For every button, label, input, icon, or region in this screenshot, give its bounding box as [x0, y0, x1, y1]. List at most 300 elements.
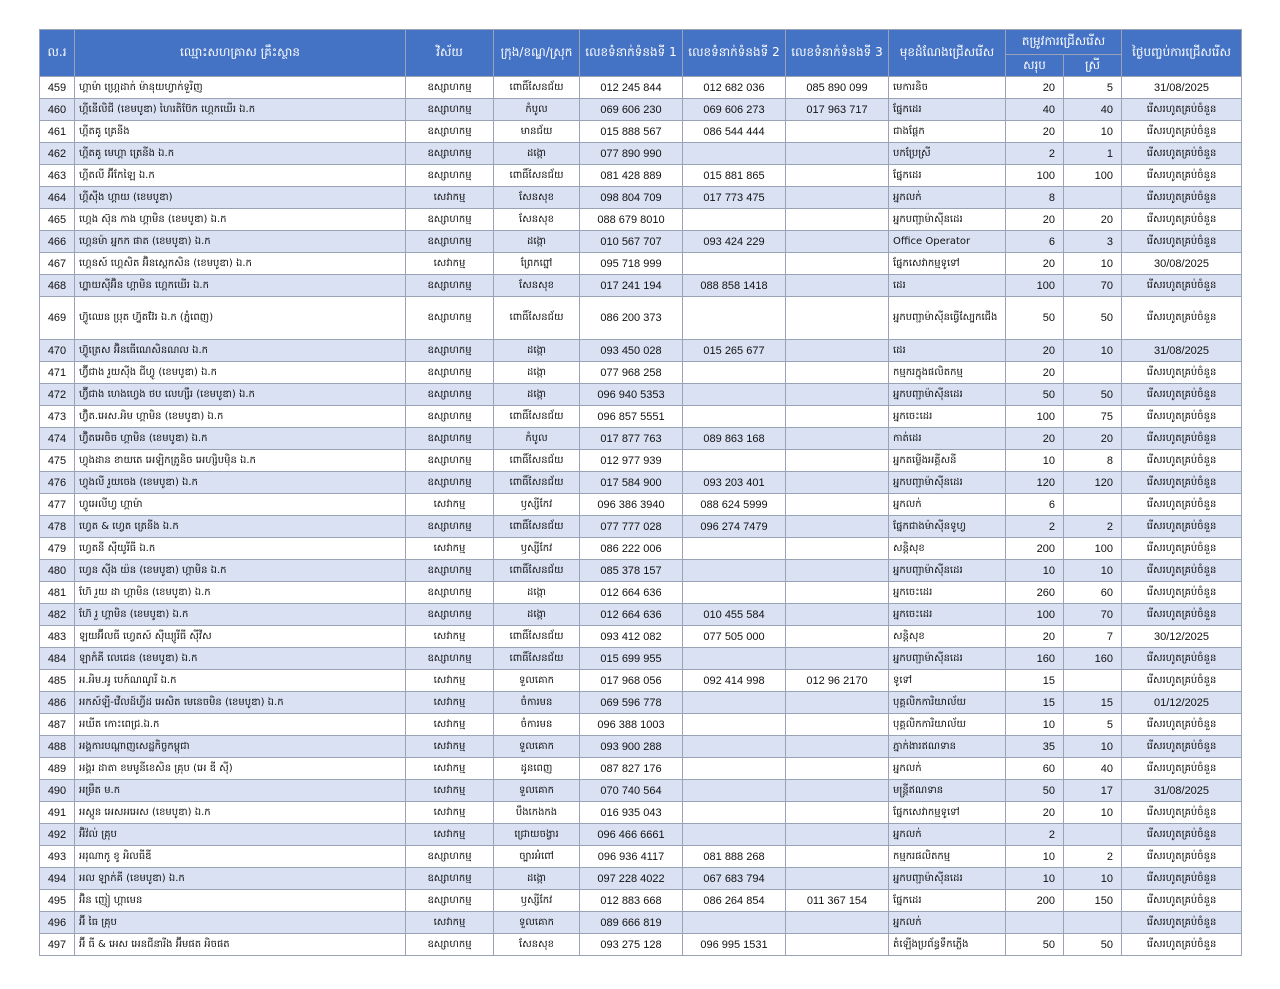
female-count-cell: 10	[1064, 736, 1122, 758]
sector-cell: សេវាកម្ម	[406, 670, 494, 692]
header-phone-1: លេខទំនាក់ទំនងទី 1	[580, 30, 683, 77]
female-count-cell: 120	[1064, 472, 1122, 494]
deadline-cell: រើសរហូតគ្រប់ចំនួន	[1122, 428, 1242, 450]
phone-2-cell: 067 683 794	[683, 868, 786, 890]
deadline-cell: រើសរហូតគ្រប់ចំនួន	[1122, 231, 1242, 253]
phone-1-cell: 097 228 4022	[580, 868, 683, 890]
total-count-cell: 2	[1006, 516, 1064, 538]
position-cell: កម្មករក្នុងផលិតកម្ម	[889, 362, 1006, 384]
table-row	[40, 384, 1242, 406]
enterprise-name-cell: ហ៊្វូត្រេស អ៊ិនធើណេសិនណល ឯ.ក	[75, 340, 406, 362]
female-count-cell	[1064, 494, 1122, 516]
sector-cell: ឧស្សាហកម្ម	[406, 516, 494, 538]
phone-1-cell: 017 241 194	[580, 275, 683, 297]
total-count-cell: 6	[1006, 494, 1064, 516]
enterprise-name-cell: ហ្គីតគូ គ្រេនីង	[75, 121, 406, 143]
phone-2-cell: 086 264 854	[683, 890, 786, 912]
district-cell: ទួលគោក	[494, 780, 580, 802]
row-number-cell: 494	[40, 868, 75, 890]
district-cell: ទួលគោក	[494, 736, 580, 758]
district-cell: ពោធិ៍សែនជ័យ	[494, 77, 580, 99]
position-cell: កម្មករផលិតកម្ម	[889, 846, 1006, 868]
district-cell: ទួលគោក	[494, 912, 580, 934]
sector-cell: សេវាកម្ម	[406, 780, 494, 802]
phone-2-cell	[683, 824, 786, 846]
phone-3-cell: 011 367 154	[786, 890, 889, 912]
enterprise-name-cell: ហ្វេតនី ស៊ីយូរីធី ឯ.ក	[75, 538, 406, 560]
phone-2-cell: 010 455 584	[683, 604, 786, 626]
sector-cell: សេវាកម្ម	[406, 692, 494, 714]
phone-1-cell: 016 935 043	[580, 802, 683, 824]
enterprise-name-cell: អ.អិម.អូ បេក៍ណណូរី ឯ.ក	[75, 670, 406, 692]
position-cell: ដេរ	[889, 340, 1006, 362]
phone-1-cell: 093 412 082	[580, 626, 683, 648]
enterprise-name-cell: ហ្វ៊ីជាង ហេងហ្វេង ថប លេហ្សឺរ (ខេមបូឌា) ឯ.ក	[75, 384, 406, 406]
phone-1-cell: 081 428 889	[580, 165, 683, 187]
phone-3-cell	[786, 253, 889, 275]
female-count-cell: 100	[1064, 538, 1122, 560]
phone-3-cell	[786, 231, 889, 253]
total-count-cell: 40	[1006, 99, 1064, 121]
phone-3-cell	[786, 802, 889, 824]
row-number-cell: 491	[40, 802, 75, 824]
phone-2-cell: 086 544 444	[683, 121, 786, 143]
table-row	[40, 626, 1242, 648]
sector-cell: ឧស្សាហកម្ម	[406, 582, 494, 604]
row-number-cell: 466	[40, 231, 75, 253]
table-row	[40, 670, 1242, 692]
phone-3-cell	[786, 428, 889, 450]
phone-2-cell: 092 414 998	[683, 670, 786, 692]
total-count-cell: 60	[1006, 758, 1064, 780]
total-count-cell	[1006, 912, 1064, 934]
phone-2-cell: 015 265 677	[683, 340, 786, 362]
total-count-cell: 8	[1006, 187, 1064, 209]
row-number-cell: 485	[40, 670, 75, 692]
phone-1-cell: 096 857 5551	[580, 406, 683, 428]
phone-2-cell	[683, 912, 786, 934]
deadline-cell: រើសរហូតគ្រប់ចំនួន	[1122, 868, 1242, 890]
phone-2-cell	[683, 143, 786, 165]
phone-1-cell: 012 883 668	[580, 890, 683, 912]
table-row	[40, 275, 1242, 297]
enterprise-name-cell: ហ្គាម៉ា ហ្គ្រេដាក់ ម៉ានុយហ្វាក់ទួរិញ	[75, 77, 406, 99]
total-count-cell: 10	[1006, 560, 1064, 582]
total-count-cell: 120	[1006, 472, 1064, 494]
female-count-cell	[1064, 824, 1122, 846]
header-sector: វិស័យ	[406, 30, 494, 77]
enterprise-name-cell: ហ្វូអេលីហ្វ ហ្គាម៉ា	[75, 494, 406, 516]
sector-cell: ឧស្សាហកម្ម	[406, 275, 494, 297]
female-count-cell: 3	[1064, 231, 1122, 253]
phone-2-cell	[683, 297, 786, 340]
deadline-cell: 30/08/2025	[1122, 253, 1242, 275]
phone-2-cell: 096 995 1531	[683, 934, 786, 956]
table-row	[40, 340, 1242, 362]
enterprise-name-cell: ហ្គីតគូ មេហ្គា ត្រេនីង ឯ.ក	[75, 143, 406, 165]
phone-2-cell	[683, 253, 786, 275]
deadline-cell: រើសរហូតគ្រប់ចំនួន	[1122, 846, 1242, 868]
sector-cell: ឧស្សាហកម្ម	[406, 890, 494, 912]
phone-1-cell: 077 777 028	[580, 516, 683, 538]
phone-2-cell	[683, 362, 786, 384]
deadline-cell: រើសរហូតគ្រប់ចំនួន	[1122, 802, 1242, 824]
female-count-cell: 75	[1064, 406, 1122, 428]
header-no: ល.រ	[40, 30, 75, 77]
position-cell: ផ្នែកដេរ	[889, 165, 1006, 187]
row-number-cell: 462	[40, 143, 75, 165]
enterprise-name-cell: ហ្វ៊ីជាង រួយស៊ីង ជីហ្វូ (ខេមបូឌា) ឯ.ក	[75, 362, 406, 384]
deadline-cell: រើសរហូតគ្រប់ចំនួន	[1122, 450, 1242, 472]
position-cell: ផ្នែកសេវាកម្មទូទៅ	[889, 253, 1006, 275]
phone-2-cell	[683, 209, 786, 231]
enterprise-name-cell: អឃីត កោះពេជ្រ.ឯ.ក	[75, 714, 406, 736]
table-row	[40, 846, 1242, 868]
enterprise-name-cell: អ៊ិវ៉ល់ គ្រុប	[75, 824, 406, 846]
table-header	[40, 30, 1242, 77]
position-cell: សន្តិសុខ	[889, 626, 1006, 648]
table-row	[40, 560, 1242, 582]
position-cell: អ្នកតម្លើងអគ្គីសនី	[889, 450, 1006, 472]
total-count-cell: 50	[1006, 780, 1064, 802]
sector-cell: ឧស្សាហកម្ម	[406, 846, 494, 868]
sector-cell: សេវាកម្ម	[406, 494, 494, 516]
district-cell: ដង្កោ	[494, 604, 580, 626]
district-cell: ដង្កោ	[494, 143, 580, 165]
row-number-cell: 488	[40, 736, 75, 758]
deadline-cell: រើសរហូតគ្រប់ចំនួន	[1122, 99, 1242, 121]
header-phone-2: លេខទំនាក់ទំនងទី 2	[683, 30, 786, 77]
phone-3-cell	[786, 780, 889, 802]
enterprise-name-cell: ឡាកំគី លេជេន (ខេមបូឌា) ឯ.ក	[75, 648, 406, 670]
district-cell: សែនសុខ	[494, 934, 580, 956]
sector-cell: ឧស្សាហកម្ម	[406, 165, 494, 187]
total-count-cell: 2	[1006, 824, 1064, 846]
sector-cell: ឧស្សាហកម្ម	[406, 209, 494, 231]
sector-cell: ឧស្សាហកម្ម	[406, 231, 494, 253]
female-count-cell: 20	[1064, 428, 1122, 450]
sector-cell: ឧស្សាហកម្ម	[406, 406, 494, 428]
enterprise-name-cell: អរុណាកូ ខូ អិលធីឌី	[75, 846, 406, 868]
district-cell: ពោធិ៍សែនជ័យ	[494, 560, 580, 582]
enterprise-name-cell: ហ្គេនស៍ ហ្គេសិត អ៊ិនស្តេកសិន (ខេមបូឌា) ឯ.ក	[75, 253, 406, 275]
position-cell: ទូទៅ	[889, 670, 1006, 692]
total-count-cell: 15	[1006, 670, 1064, 692]
female-count-cell: 5	[1064, 77, 1122, 99]
total-count-cell: 20	[1006, 77, 1064, 99]
district-cell: ដង្កោ	[494, 384, 580, 406]
position-cell: ភ្នាក់ងារឥណទាន	[889, 736, 1006, 758]
total-count-cell: 15	[1006, 692, 1064, 714]
row-number-cell: 496	[40, 912, 75, 934]
total-count-cell: 6	[1006, 231, 1064, 253]
deadline-cell: រើសរហូតគ្រប់ចំនួន	[1122, 890, 1242, 912]
phone-1-cell: 070 740 564	[580, 780, 683, 802]
row-number-cell: 489	[40, 758, 75, 780]
total-count-cell: 2	[1006, 143, 1064, 165]
position-cell: សន្តិសុខ	[889, 538, 1006, 560]
district-cell: ដង្កោ	[494, 582, 580, 604]
sector-cell: ឧស្សាហកម្ម	[406, 297, 494, 340]
phone-1-cell: 088 679 8010	[580, 209, 683, 231]
position-cell: អ្នកលក់	[889, 912, 1006, 934]
female-count-cell	[1064, 187, 1122, 209]
total-count-cell: 100	[1006, 406, 1064, 428]
position-cell: អ្នកបញ្ជាម៉ាស៊ីនដេរ	[889, 868, 1006, 890]
phone-2-cell: 015 881 865	[683, 165, 786, 187]
table-row	[40, 824, 1242, 846]
enterprise-name-cell: អល ឡាក់គី (ខេមបូឌា) ឯ.ក	[75, 868, 406, 890]
district-cell: ពោធិ៍សែនជ័យ	[494, 626, 580, 648]
enterprise-name-cell: ហ្គេនម៉ា អ្នកក ផាត (ខេមបូឌា) ឯ.ក	[75, 231, 406, 253]
phone-2-cell	[683, 648, 786, 670]
female-count-cell: 2	[1064, 846, 1122, 868]
position-cell: អ្នកបញ្ជាម៉ាស៊ីនដេរ	[889, 209, 1006, 231]
phone-2-cell	[683, 780, 786, 802]
deadline-cell: រើសរហូតគ្រប់ចំនួន	[1122, 714, 1242, 736]
deadline-cell: រើសរហូតគ្រប់ចំនួន	[1122, 538, 1242, 560]
phone-1-cell: 012 664 636	[580, 604, 683, 626]
total-count-cell: 20	[1006, 340, 1064, 362]
phone-3-cell	[786, 165, 889, 187]
table-row	[40, 231, 1242, 253]
total-count-cell: 20	[1006, 802, 1064, 824]
phone-2-cell: 093 203 401	[683, 472, 786, 494]
deadline-cell: 30/12/2025	[1122, 626, 1242, 648]
phone-3-cell: 085 890 099	[786, 77, 889, 99]
recruitment-table	[39, 29, 1242, 956]
position-cell: មន្ត្រីឥណទាន	[889, 780, 1006, 802]
phone-3-cell	[786, 494, 889, 516]
phone-2-cell: 088 624 5999	[683, 494, 786, 516]
header-phone-3: លេខទំនាក់ទំនងទី 3	[786, 30, 889, 77]
deadline-cell: រើសរហូតគ្រប់ចំនួន	[1122, 209, 1242, 231]
row-number-cell: 476	[40, 472, 75, 494]
position-cell: កាត់ដេរ	[889, 428, 1006, 450]
female-count-cell	[1064, 670, 1122, 692]
phone-2-cell	[683, 714, 786, 736]
enterprise-name-cell: ហ៊ែ រួ ហ្គាមិន (ខេមបូឌា) ឯ.ក	[75, 604, 406, 626]
phone-2-cell: 081 888 268	[683, 846, 786, 868]
phone-3-cell	[786, 934, 889, 956]
female-count-cell: 10	[1064, 802, 1122, 824]
phone-3-cell	[786, 143, 889, 165]
total-count-cell: 20	[1006, 362, 1064, 384]
position-cell: អ្នកចេះដេរ	[889, 582, 1006, 604]
row-number-cell: 465	[40, 209, 75, 231]
table-row	[40, 253, 1242, 275]
table-row	[40, 868, 1242, 890]
total-count-cell: 10	[1006, 868, 1064, 890]
enterprise-name-cell: ហ្គីស៊ីង ហ្គាយ (ខេមបូឌា)	[75, 187, 406, 209]
district-cell: ព្រែកព្នៅ	[494, 253, 580, 275]
deadline-cell: រើសរហូតគ្រប់ចំនួន	[1122, 758, 1242, 780]
phone-3-cell	[786, 187, 889, 209]
phone-1-cell: 017 584 900	[580, 472, 683, 494]
phone-3-cell	[786, 538, 889, 560]
deadline-cell: រើសរហូតគ្រប់ចំនួន	[1122, 472, 1242, 494]
position-cell: អ្នកបញ្ជាម៉ាស៊ីនដេរ	[889, 560, 1006, 582]
position-cell: ផ្នែកដេរ	[889, 99, 1006, 121]
sector-cell: ឧស្សាហកម្ម	[406, 362, 494, 384]
sector-cell: ឧស្សាហកម្ម	[406, 143, 494, 165]
position-cell: អ្នកបញ្ជាម៉ាស៊ីនធ្វើស្បែកជើង	[889, 297, 1006, 340]
phone-1-cell: 096 940 5353	[580, 384, 683, 406]
phone-1-cell: 015 699 955	[580, 648, 683, 670]
position-cell: បុគ្គលិកការិយាល័យ	[889, 714, 1006, 736]
row-number-cell: 484	[40, 648, 75, 670]
position-cell: អ្នកលក់	[889, 758, 1006, 780]
phone-1-cell: 095 718 999	[580, 253, 683, 275]
position-cell: អ្នកបញ្ជាម៉ាស៊ីនដេរ	[889, 472, 1006, 494]
district-cell: ឫស្សីកែវ	[494, 494, 580, 516]
sector-cell: ឧស្សាហកម្ម	[406, 340, 494, 362]
phone-2-cell	[683, 582, 786, 604]
district-cell: ពោធិ៍សែនជ័យ	[494, 297, 580, 340]
row-number-cell: 475	[40, 450, 75, 472]
sector-cell: សេវាកម្ម	[406, 626, 494, 648]
total-count-cell: 10	[1006, 450, 1064, 472]
header-recruitment-need: តម្រូវការជ្រើសរើស	[1006, 30, 1122, 55]
phone-2-cell	[683, 802, 786, 824]
table-row	[40, 890, 1242, 912]
phone-2-cell: 088 858 1418	[683, 275, 786, 297]
deadline-cell: រើសរហូតគ្រប់ចំនួន	[1122, 582, 1242, 604]
enterprise-name-cell: អ៊ី ធី & អេស អេនជីនារីង អ៊ីមផត អិចផត	[75, 934, 406, 956]
row-number-cell: 497	[40, 934, 75, 956]
position-cell: ជាងផ្ដែក	[889, 121, 1006, 143]
female-count-cell: 50	[1064, 384, 1122, 406]
enterprise-name-cell: ហ្វុងដាន ខាយតេ អេឡិកត្រូនិច អេហ្សិបម៉ិន ឯ.ក	[75, 450, 406, 472]
recruitment-table-sheet	[39, 29, 1241, 956]
phone-3-cell	[786, 560, 889, 582]
deadline-cell: 31/08/2025	[1122, 77, 1242, 99]
table-row	[40, 758, 1242, 780]
table-row	[40, 165, 1242, 187]
table-row	[40, 934, 1242, 956]
position-cell: អ្នកចេះដេរ	[889, 604, 1006, 626]
position-cell: បុគ្គលិកការិយាល័យ	[889, 692, 1006, 714]
table-row	[40, 450, 1242, 472]
total-count-cell: 20	[1006, 428, 1064, 450]
table-row	[40, 428, 1242, 450]
phone-2-cell	[683, 384, 786, 406]
phone-3-cell	[786, 626, 889, 648]
phone-3-cell	[786, 340, 889, 362]
phone-3-cell	[786, 648, 889, 670]
district-cell: ច្បារអំពៅ	[494, 846, 580, 868]
phone-3-cell	[786, 868, 889, 890]
phone-1-cell: 098 804 709	[580, 187, 683, 209]
row-number-cell: 471	[40, 362, 75, 384]
sector-cell: សេវាកម្ម	[406, 824, 494, 846]
row-number-cell: 486	[40, 692, 75, 714]
sector-cell: ឧស្សាហកម្ម	[406, 99, 494, 121]
position-cell: ផ្នែកជាងម៉ាស៊ីនទូហ្វ	[889, 516, 1006, 538]
sector-cell: ឧស្សាហកម្ម	[406, 121, 494, 143]
female-count-cell: 60	[1064, 582, 1122, 604]
district-cell: ដង្កោ	[494, 231, 580, 253]
row-number-cell: 474	[40, 428, 75, 450]
enterprise-name-cell: អង្គការបណ្តាញសេដ្ឋកិច្ចកម្ពុជា	[75, 736, 406, 758]
female-count-cell: 15	[1064, 692, 1122, 714]
table-row	[40, 209, 1242, 231]
deadline-cell: រើសរហូតគ្រប់ចំនួន	[1122, 143, 1242, 165]
deadline-cell: 31/08/2025	[1122, 780, 1242, 802]
total-count-cell: 20	[1006, 121, 1064, 143]
sector-cell: សេវាកម្ម	[406, 187, 494, 209]
header-district: ក្រុង/ខណ្ឌ/ស្រុក	[494, 30, 580, 77]
district-cell: កំបូល	[494, 99, 580, 121]
enterprise-name-cell: ហ្វុងលី រួយចេង (ខេមបូឌា) ឯ.ក	[75, 472, 406, 494]
enterprise-name-cell: អ៊ិន ញៀ ហ្គាមេន	[75, 890, 406, 912]
district-cell: ឫស្សីកែវ	[494, 890, 580, 912]
position-cell: អ្នកលក់	[889, 494, 1006, 516]
female-count-cell: 7	[1064, 626, 1122, 648]
position-cell: តំឡើងប្រព័ន្ធទឹកភ្លើង	[889, 934, 1006, 956]
phone-1-cell: 093 450 028	[580, 340, 683, 362]
deadline-cell: រើសរហូតគ្រប់ចំនួន	[1122, 560, 1242, 582]
sector-cell: សេវាកម្ម	[406, 802, 494, 824]
row-number-cell: 461	[40, 121, 75, 143]
row-number-cell: 495	[40, 890, 75, 912]
deadline-cell: រើសរហូតគ្រប់ចំនួន	[1122, 912, 1242, 934]
total-count-cell: 10	[1006, 846, 1064, 868]
district-cell: ពោធិ៍សែនជ័យ	[494, 406, 580, 428]
female-count-cell: 10	[1064, 868, 1122, 890]
sector-cell: សេវាកម្ម	[406, 253, 494, 275]
row-number-cell: 487	[40, 714, 75, 736]
phone-3-cell	[786, 209, 889, 231]
district-cell: សែនសុខ	[494, 209, 580, 231]
phone-1-cell: 017 968 056	[580, 670, 683, 692]
position-cell: អ្នកលក់	[889, 824, 1006, 846]
phone-3-cell	[786, 714, 889, 736]
phone-1-cell: 085 378 157	[580, 560, 683, 582]
phone-1-cell: 086 200 373	[580, 297, 683, 340]
deadline-cell: រើសរហូតគ្រប់ចំនួន	[1122, 670, 1242, 692]
deadline-cell: រើសរហូតគ្រប់ចំនួន	[1122, 406, 1242, 428]
phone-1-cell: 096 388 1003	[580, 714, 683, 736]
female-count-cell: 70	[1064, 604, 1122, 626]
phone-3-cell	[786, 758, 889, 780]
table-row	[40, 912, 1242, 934]
enterprise-name-cell: អកស៍ឡី-វើលដ៍ហ្វីដ អេសិត មេនេចមិន (ខេមបូឌា) ឯ.ក	[75, 692, 406, 714]
table-row	[40, 77, 1242, 99]
phone-3-cell	[786, 582, 889, 604]
position-cell: អ្នកលក់	[889, 187, 1006, 209]
phone-1-cell: 096 936 4117	[580, 846, 683, 868]
sector-cell: ឧស្សាហកម្ម	[406, 934, 494, 956]
phone-3-cell	[786, 912, 889, 934]
table-row	[40, 494, 1242, 516]
phone-3-cell	[786, 472, 889, 494]
phone-1-cell: 093 275 128	[580, 934, 683, 956]
phone-1-cell: 010 567 707	[580, 231, 683, 253]
phone-1-cell: 012 977 939	[580, 450, 683, 472]
sector-cell: សេវាកម្ម	[406, 758, 494, 780]
phone-3-cell	[786, 275, 889, 297]
table-row	[40, 648, 1242, 670]
enterprise-name-cell: ហ្គេង ស៊ុន កាង ហ្គាមិន (ខេមបូឌា) ឯ.ក	[75, 209, 406, 231]
district-cell: សែនសុខ	[494, 275, 580, 297]
phone-2-cell: 096 274 7479	[683, 516, 786, 538]
phone-2-cell: 089 863 168	[683, 428, 786, 450]
enterprise-name-cell: ហ៊្វូឈេន ប្រុត ហ្វ៊ុតវ៊ែរ ឯ.ក (ភ្នំពេញ)	[75, 297, 406, 340]
enterprise-name-cell: ហ្គ្លាយស៊ីអ៊ិន ហ្គាមិន ហ្គេកឃើរ ឯ.ក	[75, 275, 406, 297]
district-cell: បឹងកេងកង	[494, 802, 580, 824]
total-count-cell: 160	[1006, 648, 1064, 670]
